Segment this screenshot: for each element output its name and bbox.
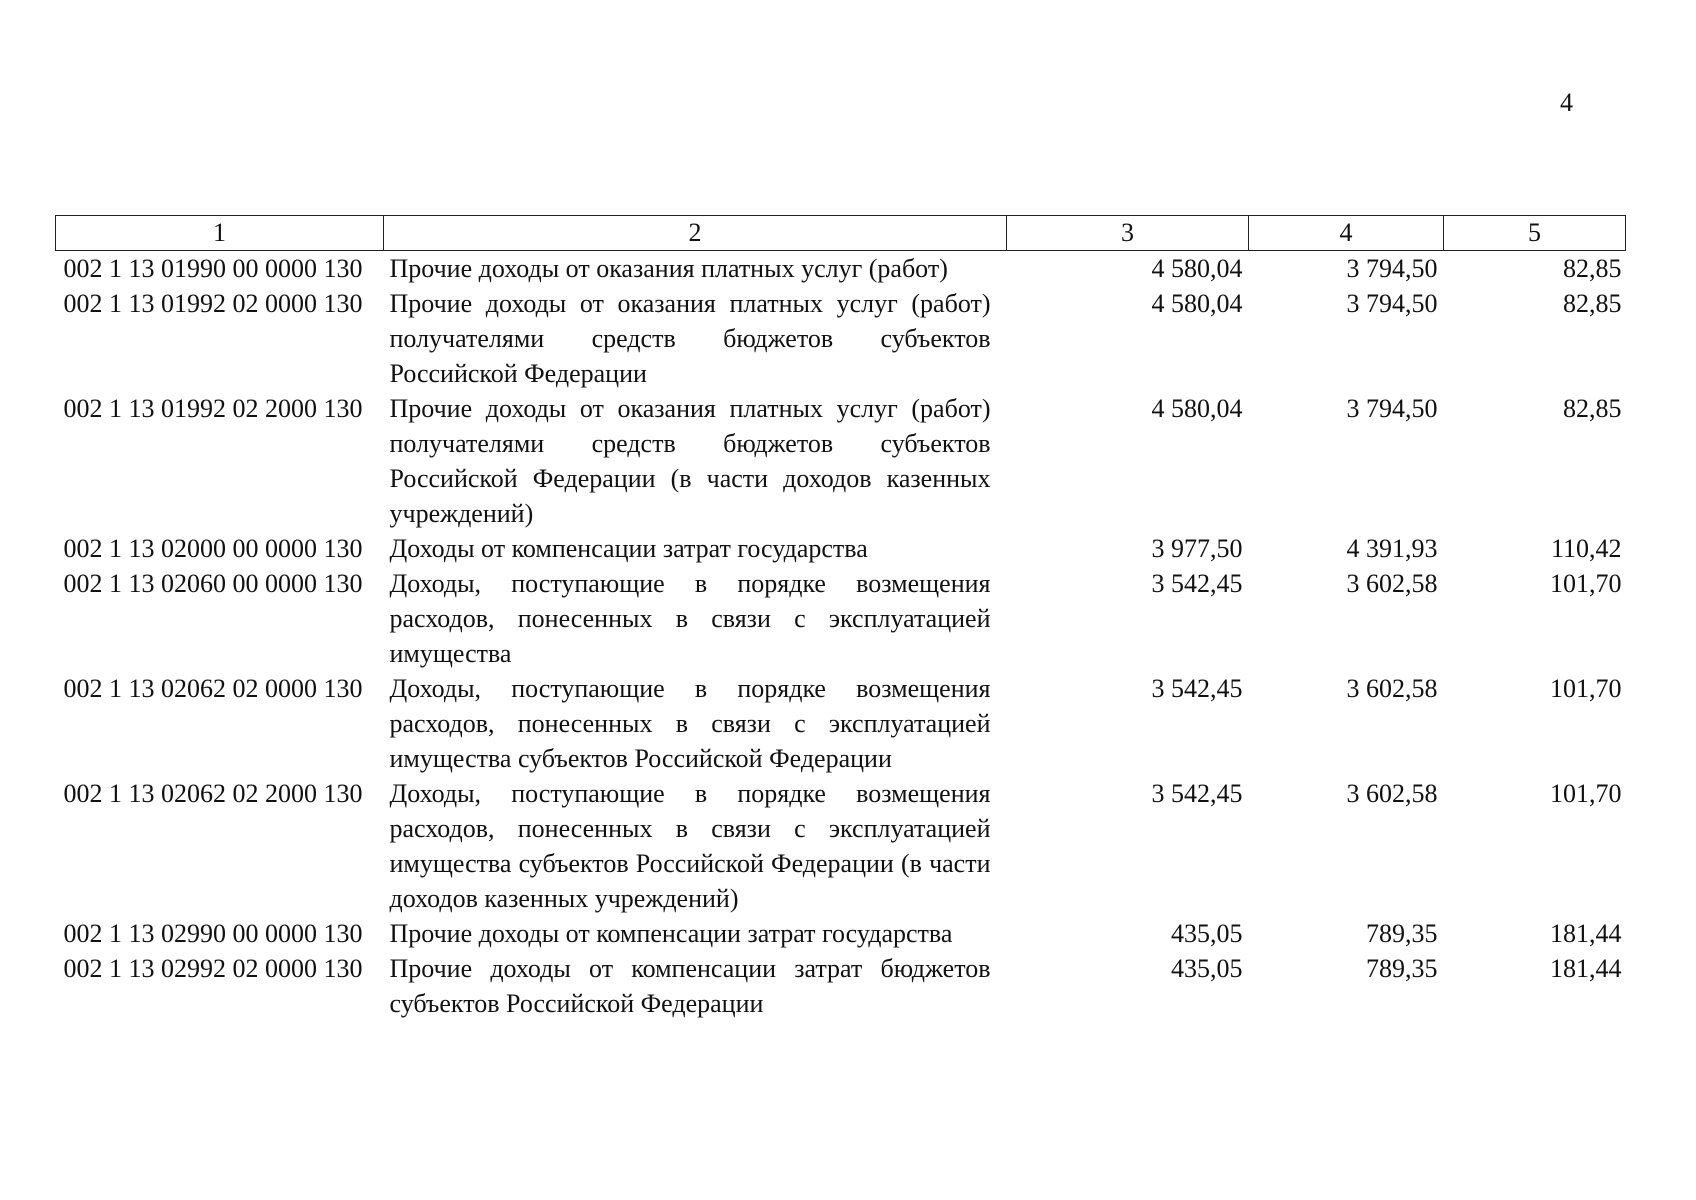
row-value-3: 4 580,04 — [1151, 254, 1243, 283]
table-row — [56, 951, 1626, 1021]
row-value-5: 82,85 — [1563, 254, 1622, 283]
row-value-3: 4 580,04 — [1151, 289, 1243, 318]
page-number: 4 — [1560, 88, 1573, 117]
row-name: Прочие доходы от оказания платных услуг (работ) получателями средств бюджетов субъектов Российской Федерации — [389, 289, 991, 388]
row-value-5: 82,85 — [1563, 289, 1622, 318]
row-value-3: 435,05 — [1171, 954, 1243, 983]
row-value-4: 3 602,58 — [1346, 569, 1438, 598]
row-value-5: 101,70 — [1550, 674, 1622, 703]
row-name: Прочие доходы от компенсации затрат государства — [389, 919, 953, 948]
row-code: 002 1 13 01992 02 2000 130 — [63, 394, 363, 423]
row-value-5: 82,85 — [1563, 394, 1622, 423]
table-row — [56, 391, 1626, 531]
row-value-3: 3 542,45 — [1151, 569, 1243, 598]
row-value-5: 101,70 — [1550, 569, 1622, 598]
row-code: 002 1 13 02992 02 0000 130 — [63, 954, 363, 983]
row-value-4: 3 794,50 — [1346, 289, 1438, 318]
row-name: Доходы, поступающие в порядке возмещения расходов, понесенных в связи с эксплуатацией имущества — [389, 569, 991, 668]
header-cell-3: 3 — [1007, 216, 1249, 251]
row-value-3: 3 542,45 — [1151, 674, 1243, 703]
row-value-5: 181,44 — [1550, 954, 1622, 983]
table-row — [56, 776, 1626, 916]
row-name: Прочие доходы от оказания платных услуг (работ) — [389, 254, 948, 283]
row-value-5: 181,44 — [1550, 919, 1622, 948]
row-name: Прочие доходы от компенсации затрат бюджетов субъектов Российской Федерации — [389, 954, 991, 1018]
row-value-4: 4 391,93 — [1346, 534, 1438, 563]
row-value-4: 3 794,50 — [1346, 254, 1438, 283]
table-row — [56, 531, 1626, 566]
header-cell-5: 5 — [1444, 216, 1626, 251]
row-value-4: 789,35 — [1366, 954, 1438, 983]
table-row — [56, 671, 1626, 776]
header-cell-4: 4 — [1249, 216, 1444, 251]
table-row — [56, 566, 1626, 671]
table-header — [56, 216, 1626, 251]
row-value-4: 3 794,50 — [1346, 394, 1438, 423]
row-name: Доходы от компенсации затрат государства — [389, 534, 868, 563]
row-name: Доходы, поступающие в порядке возмещения расходов, понесенных в связи с эксплуатацией имущества субъектов Российской Федерации (в части доходов казенных учреждений) — [389, 779, 991, 913]
row-value-3: 3 542,45 — [1151, 779, 1243, 808]
row-code: 002 1 13 02990 00 0000 130 — [63, 919, 363, 948]
row-value-3: 435,05 — [1171, 919, 1243, 948]
table-body — [56, 251, 1626, 1022]
header-cell-1: 1 — [56, 216, 384, 251]
table-row — [56, 251, 1626, 287]
row-code: 002 1 13 02062 02 0000 130 — [63, 674, 363, 703]
row-value-5: 110,42 — [1550, 534, 1622, 563]
table-row — [56, 916, 1626, 951]
row-value-4: 3 602,58 — [1346, 674, 1438, 703]
row-code: 002 1 13 02062 02 2000 130 — [63, 779, 363, 808]
row-code: 002 1 13 02060 00 0000 130 — [63, 569, 363, 598]
table-row — [56, 286, 1626, 391]
row-value-4: 789,35 — [1366, 919, 1438, 948]
row-name: Прочие доходы от оказания платных услуг (работ) получателями средств бюджетов субъектов Российской Федерации (в части доходов казенных учреждений) — [389, 394, 991, 528]
header-cell-2: 2 — [384, 216, 1007, 251]
row-value-5: 101,70 — [1550, 779, 1622, 808]
row-name: Доходы, поступающие в порядке возмещения расходов, понесенных в связи с эксплуатацией имущества субъектов Российской Федерации — [389, 674, 991, 773]
row-code: 002 1 13 02000 00 0000 130 — [63, 534, 363, 563]
row-code: 002 1 13 01990 00 0000 130 — [63, 254, 363, 283]
row-code: 002 1 13 01992 02 0000 130 — [63, 289, 363, 318]
budget-table — [55, 215, 1626, 1021]
row-value-3: 3 977,50 — [1151, 534, 1243, 563]
header-row — [56, 216, 1626, 251]
row-value-4: 3 602,58 — [1346, 779, 1438, 808]
row-value-3: 4 580,04 — [1151, 394, 1243, 423]
